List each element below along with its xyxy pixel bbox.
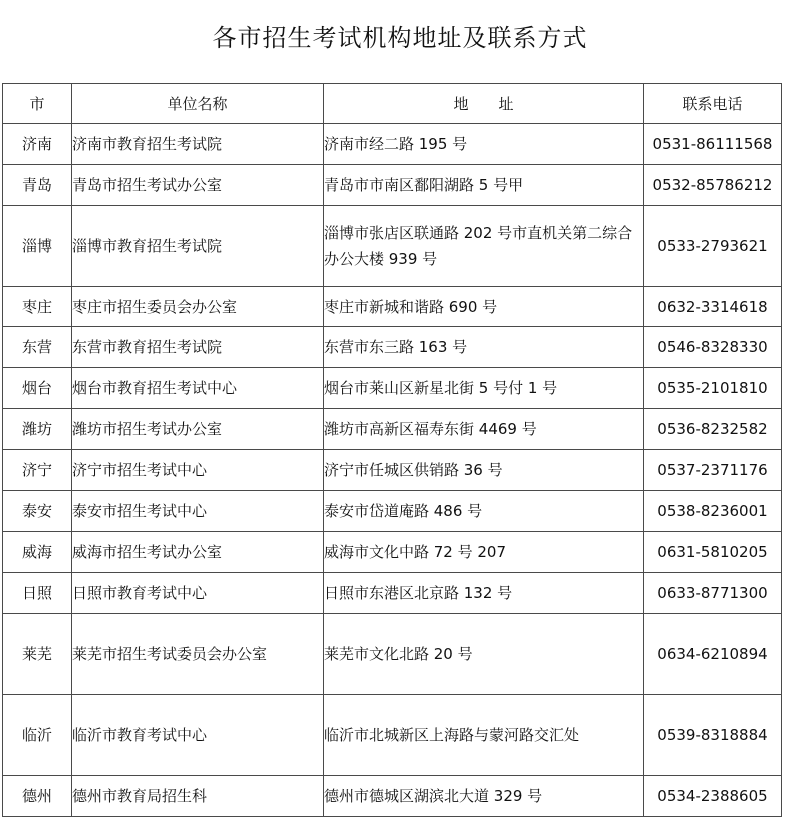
table-row — [3, 368, 782, 409]
phone-cell: 0538-8236001 — [644, 491, 782, 532]
table-row — [3, 287, 782, 327]
unit-cell: 淄博市教育招生考试院 — [72, 206, 324, 287]
city-cell: 东营 — [3, 327, 72, 368]
unit-cell: 泰安市招生考试中心 — [72, 491, 324, 532]
phone-cell: 0633-8771300 — [644, 573, 782, 614]
unit-cell: 莱芜市招生考试委员会办公室 — [72, 614, 324, 695]
city-cell: 威海 — [3, 532, 72, 573]
unit-cell: 日照市教育考试中心 — [72, 573, 324, 614]
address-cell: 威海市文化中路 72 号 207 — [324, 532, 644, 573]
unit-cell: 济宁市招生考试中心 — [72, 450, 324, 491]
table-row — [3, 450, 782, 491]
address-cell: 枣庄市新城和谐路 690 号 — [324, 287, 644, 327]
table-row — [3, 532, 782, 573]
phone-cell: 0632-3314618 — [644, 287, 782, 327]
unit-cell: 威海市招生考试办公室 — [72, 532, 324, 573]
table-row — [3, 573, 782, 614]
table-row — [3, 491, 782, 532]
page-title: 各市招生考试机构地址及联系方式 — [212, 24, 588, 52]
unit-cell: 临沂市教育考试中心 — [72, 695, 324, 776]
address-cell: 济宁市任城区供销路 36 号 — [324, 450, 644, 491]
city-cell: 青岛 — [3, 165, 72, 206]
city-cell: 临沂 — [3, 695, 72, 776]
phone-cell: 0537-2371176 — [644, 450, 782, 491]
city-cell: 泰安 — [3, 491, 72, 532]
city-cell: 潍坊 — [3, 409, 72, 450]
header-phone: 联系电话 — [644, 84, 782, 124]
table-row — [3, 124, 782, 165]
unit-cell: 青岛市招生考试办公室 — [72, 165, 324, 206]
address-cell: 临沂市北城新区上海路与蒙河路交汇处 — [324, 695, 644, 776]
phone-cell: 0532-85786212 — [644, 165, 782, 206]
city-cell: 济南 — [3, 124, 72, 165]
address-cell: 东营市东三路 163 号 — [324, 327, 644, 368]
phone-cell: 0634-6210894 — [644, 614, 782, 695]
address-cell: 淄博市张店区联通路 202 号市直机关第二综合办公大楼 939 号 — [324, 206, 644, 287]
phone-cell: 0536-8232582 — [644, 409, 782, 450]
header-address: 地 址 — [324, 84, 644, 124]
table-row — [3, 206, 782, 287]
phone-cell: 0533-2793621 — [644, 206, 782, 287]
phone-cell: 0531-86111568 — [644, 124, 782, 165]
table-row — [3, 327, 782, 368]
phone-cell: 0539-8318884 — [644, 695, 782, 776]
table-row — [3, 614, 782, 695]
address-cell: 青岛市市南区鄱阳湖路 5 号甲 — [324, 165, 644, 206]
city-cell: 德州 — [3, 776, 72, 817]
phone-cell: 0546-8328330 — [644, 327, 782, 368]
phone-cell: 0534-2388605 — [644, 776, 782, 817]
header-unit: 单位名称 — [72, 84, 324, 124]
unit-cell: 东营市教育招生考试院 — [72, 327, 324, 368]
city-cell: 济宁 — [3, 450, 72, 491]
address-cell: 日照市东港区北京路 132 号 — [324, 573, 644, 614]
address-cell: 潍坊市高新区福寿东街 4469 号 — [324, 409, 644, 450]
address-cell: 莱芜市文化北路 20 号 — [324, 614, 644, 695]
table-row — [3, 165, 782, 206]
city-cell: 莱芜 — [3, 614, 72, 695]
city-cell: 枣庄 — [3, 287, 72, 327]
address-cell: 济南市经二路 195 号 — [324, 124, 644, 165]
table-row — [3, 776, 782, 817]
city-cell: 淄博 — [3, 206, 72, 287]
contacts-table — [2, 83, 782, 817]
table-row — [3, 695, 782, 776]
address-cell: 烟台市莱山区新星北街 5 号付 1 号 — [324, 368, 644, 409]
address-cell: 德州市德城区湖滨北大道 329 号 — [324, 776, 644, 817]
table-header-row — [3, 84, 782, 124]
city-cell: 日照 — [3, 573, 72, 614]
city-cell: 烟台 — [3, 368, 72, 409]
phone-cell: 0631-5810205 — [644, 532, 782, 573]
unit-cell: 济南市教育招生考试院 — [72, 124, 324, 165]
unit-cell: 烟台市教育招生考试中心 — [72, 368, 324, 409]
header-city: 市 — [3, 84, 72, 124]
unit-cell: 德州市教育局招生科 — [72, 776, 324, 817]
unit-cell: 枣庄市招生委员会办公室 — [72, 287, 324, 327]
phone-cell: 0535-2101810 — [644, 368, 782, 409]
table-row — [3, 409, 782, 450]
unit-cell: 潍坊市招生考试办公室 — [72, 409, 324, 450]
address-cell: 泰安市岱道庵路 486 号 — [324, 491, 644, 532]
